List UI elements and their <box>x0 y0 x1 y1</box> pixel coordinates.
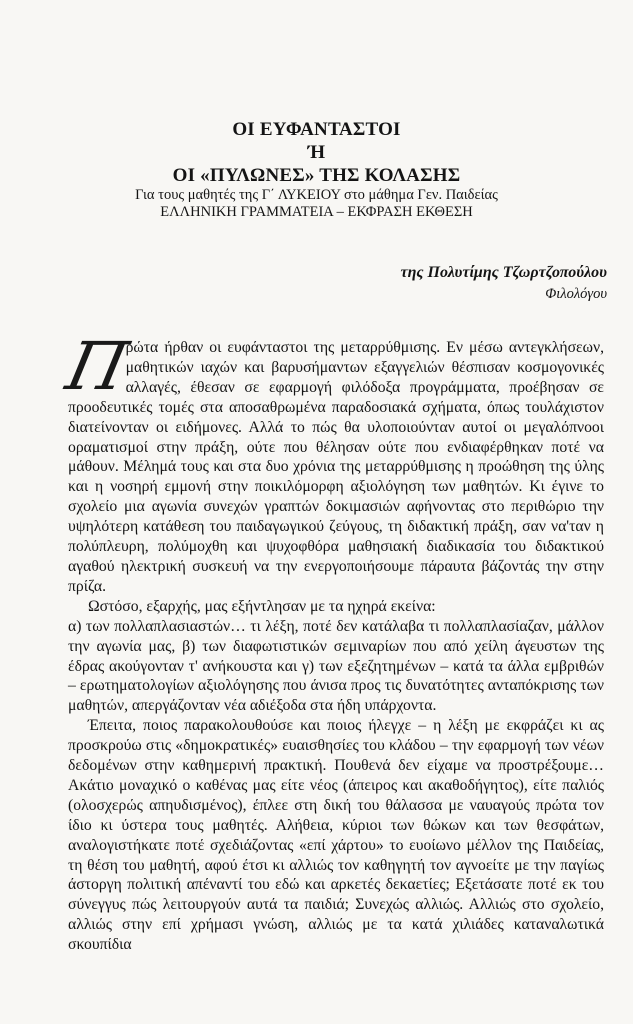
paragraph-1-text: ρώτα ήρθαν οι ευφάνταστοι της μεταρρύθμισης. Εν μέσω αντεγκλήσεων, μαθητικών ιαχών και βαρυσήμαντων εξαγγελιών θέσπισαν κοσμογονικές αλλαγές, έθεσαν σε εφαρμογή φιλόδοξα προγράμματα, προέβησαν σε προοδευτικές τομές στα αποσαθρωμένα παραδοσιακά σχήματα, όπως τουλάχιστον διατείνονταν οι ειδήμονες. Αλλά το πώς θα υλοποιούνταν αυτοί οι μεγαλόπνοοι οραματισμοί στην πράξη, ούτε που θέλησαν ούτε που ενδιαφέρθηκαν ποτέ να μάθουν. Μέλημά τους και στα δυο χρόνια της μεταρρύθμισης η προώθηση της ύλης και η νοσηρή εμμονή στην ποικιλόμορφη αξιολόγηση των μαθητών. Κι έγινε το σχολείο μια αγωνία συνεχών γραπτών δοκιμασιών αφήνοντας στο περιθώριο την υψηλότερη κατάθεση του παιδαγωγικού ζεύγους, τη διδακτική πράξη, σαν να'ταν η πολύπλευρη, πολύμοχθη και ψυχοφθόρα μαθησιακή διαδικασία του διδακτικού αγαθού ηλεκτρική συσκευή να την ενεργοποιήσουμε πάραυτα βάζοντάς την στην πρίζα. <box>68 339 604 595</box>
paragraph-2: Ωστόσο, εξαρχής, μας εξήντλησαν με τα ηχηρά εκείνα: <box>88 597 436 615</box>
title-line-3: ΟΙ «ΠΥΛΩΝΕΣ» ΤΗΣ ΚΟΛΑΣΗΣ <box>172 165 461 186</box>
drop-cap: Π <box>60 328 129 405</box>
title-line-2: Ή <box>307 142 326 163</box>
author-name: της Πολυτίμης Τζωρτζοπούλου <box>400 264 607 281</box>
author-role: Φιλολόγου <box>545 286 607 302</box>
subtitle-line-1: Για τους μαθητές της Γ΄ ΛΥΚΕΙΟΥ στο μάθημα Γεν. Παιδείας <box>135 187 498 203</box>
article-body <box>60 328 604 955</box>
title-line-1: ΟΙ ΕΥΦΑΝΤΑΣΤΟΙ <box>232 119 401 140</box>
title-block <box>0 118 633 221</box>
subtitle-line-2: ΕΛΛΗΝΙΚΗ ΓΡΑΜΜΑΤΕΙΑ – ΕΚΦΡΑΣΗ ΕΚΘΕΣΗ <box>160 204 473 220</box>
paragraph-1 <box>60 328 604 597</box>
paragraph-4: Έπειτα, ποιος παρακολουθούσε και ποιος ήλεγχε – η λέξη με εκφράζει κι ας προσκρούω στις «δημοκρατικές» ευαισθησίες του κλάδου – την εφαρμογή των νέων δεδομένων στην καθημερινή πρακτική. Πουθενά δεν είχαμε να προστρέξουμε… Ακάτιο μοναχικό ο καθένας μας είτε νέος (άπειρος και ακαθοδήγητος), είτε παλιός (ολοσχερώς απηυδισμένος), έπλεε στη δική του θάλασσα με ναυαγούς πρώτα τον ίδιο κι ύστερα τους μαθητές. Αλήθεια, κύριοι των θώκων και των θεσφάτων, αναλογιστήκατε ποτέ σχεδιάζοντας «επί χάρτου» το ευοίωνο μέλλον της Παιδείας, τη θέση του μαθητή, αφού έτσι κι αλλιώς τον καθηγητή τον αγνοείτε με την παγίως άστοργη πολιτική απέναντί του εδώ και αρκετές δεκαετίες; Εξετάσατε ποτέ εκ του σύνεγγυς πώς λειτουργούν αυτά τα παιδιά; Συνεχώς αλλιώς. Αλλιώς στο σχολείο, αλλιώς στην επί χρήμασι γνώση, αλλιώς με τα κατά χιλιάδες καταναλωτικά σκουπίδια <box>68 717 604 954</box>
paragraph-3: α) των πολλαπλασιαστών… τι λέξη, ποτέ δεν κατάλαβα τι πολλαπλασίαζαν, μάλλον την αγωνία μας, β) των διαφωτιστικών σεμιναρίων που από χείλη άγευστων της έδρας ακούγονταν τ' ανήκουστα και γ) των εξεζητημένων – κατά τα άλλα εμβριθών – ερωτηματολογίων αξιολόγησης που άνισα προς τις δυνατότητες ανταπόκρισης των μαθητών, απεργάζονταν νέα αδιέξοδα στα ήδη υπάρχοντα. <box>68 617 604 715</box>
